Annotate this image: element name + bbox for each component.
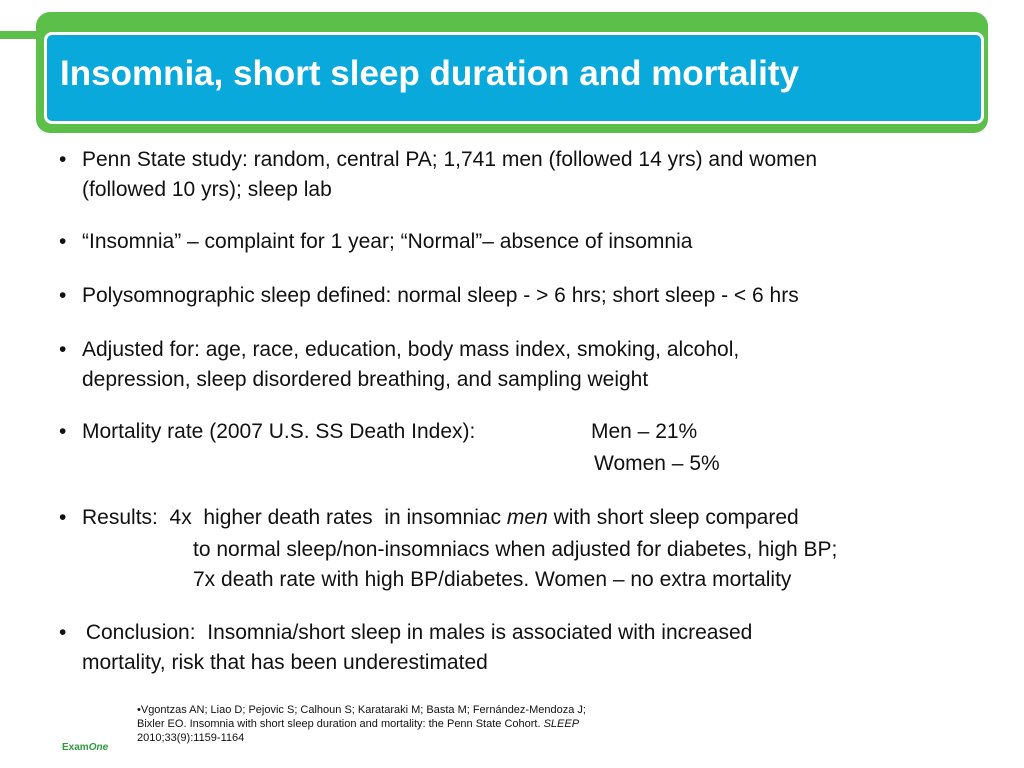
results-men-emphasis: men (506, 506, 548, 529)
bullet-marker: • (59, 420, 67, 443)
bullet-text (82, 502, 799, 534)
bullet-text: Adjusted for: age, race, education, body mass index, smoking, alcohol, (82, 338, 740, 361)
citation-line: 2010;33(9):1159-1164 (137, 732, 245, 744)
bullet-marker: • (59, 230, 67, 253)
citation-line: •Vgontzas AN; Liao D; Pejovic S; Calhoun S; Karataraki M; Basta M; Fernández-Mendoza J; (137, 704, 586, 716)
citation-footnote (137, 703, 586, 745)
examone-logo (62, 742, 108, 753)
bullet-text-cont: to normal sleep/non-insomniacs when adjusted for diabetes, high BP; (193, 538, 838, 561)
citation-line (137, 717, 586, 731)
results-text-c: with short sleep compared (547, 506, 799, 529)
bullet-marker: • (59, 506, 67, 529)
bullet-text-cont: mortality, risk that has been underestimated (82, 651, 488, 674)
citation-journal: SLEEP (543, 718, 580, 730)
bullet-text: “Insomnia” – complaint for 1 year; “Normal”– absence of insomnia (82, 230, 693, 253)
bullet-marker: • (59, 621, 67, 644)
bullet-text-cont: depression, sleep disordered breathing, and sampling weight (82, 368, 649, 391)
bullet-marker: • (59, 338, 67, 361)
bullet-marker: • (59, 148, 67, 171)
slide-title: Insomnia, short sleep duration and mortality (60, 54, 799, 93)
mortality-women: Women – 5% (594, 452, 720, 475)
bullet-text-cont: 7x death rate with high BP/diabetes. Women – no extra mortality (193, 568, 792, 591)
bullet-text: Mortality rate (2007 U.S. SS Death Index): (82, 420, 476, 443)
bullet-text-cont: (followed 10 yrs); sleep lab (82, 178, 332, 201)
citation-text: Bixler EO. Insomnia with short sleep duration and mortality: the Penn State Cohort. (137, 718, 544, 730)
bullet-text: Conclusion: Insomnia/short sleep in males is associated with increased (80, 621, 753, 644)
mortality-men: Men – 21% (591, 420, 698, 443)
bullet-text: Penn State study: random, central PA; 1,741 men (followed 14 yrs) and women (82, 148, 817, 171)
results-text-a: Results: 4x higher death rates in insomniac (82, 506, 507, 529)
logo-part2: One (88, 742, 109, 753)
bullet-marker: • (59, 284, 67, 307)
bullet-text: Polysomnographic sleep defined: normal sleep - > 6 hrs; short sleep - < 6 hrs (82, 284, 799, 307)
logo-part1: Exam (62, 742, 89, 753)
